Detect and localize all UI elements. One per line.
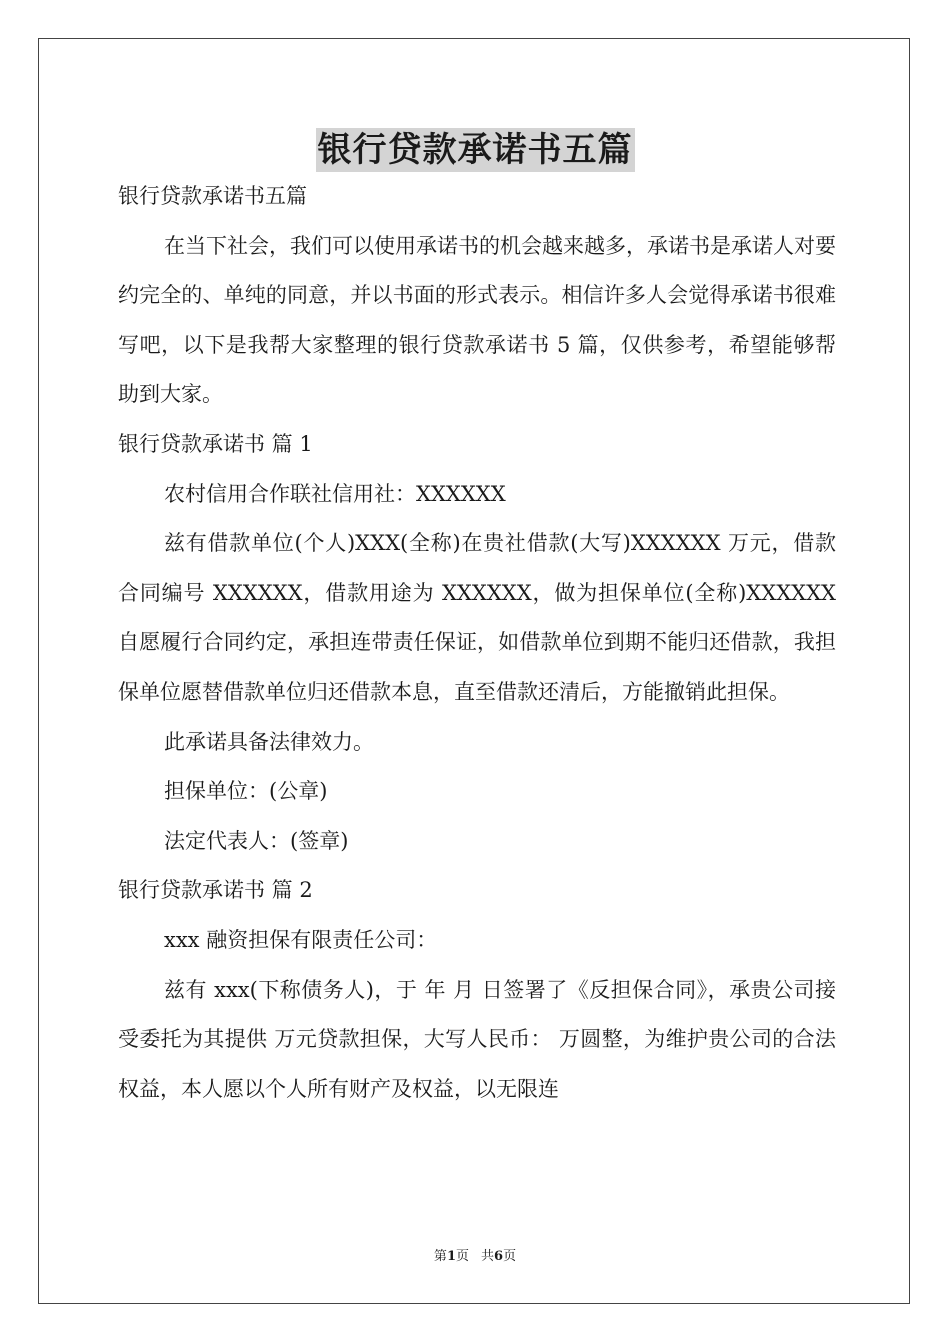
paragraph-intro: 在当下社会，我们可以使用承诺书的机会越来越多，承诺书是承诺人对要约完全的、单纯的同意，并以书面的形式表示。相信许多人会觉得承诺书很难写吧，以下是我帮大家整理的银行贷款承诺书 5 篇，仅供参考，希望能够帮助到大家。 <box>118 233 836 407</box>
footer-total-prefix: 共 <box>481 1249 495 1264</box>
footer-page-total: 6 <box>494 1249 504 1264</box>
document-title: 银行贷款承诺书五篇 <box>317 130 633 170</box>
paragraph-body-1: 兹有借款单位(个人)XXX(全称)在贵社借款(大写)XXXXXX 万元，借款合同编号 XXXXXX，借款用途为 XXXXXX，做为担保单位(全称)XXXXXX 自愿履行合同约定，承担连带责任保证，如借款单位到期不能归还借款，我担保单位愿替借款单位归还借款本息，直至借款还清后，方能撤销此担保。 <box>118 531 836 704</box>
footer-page-current: 1 <box>446 1249 456 1264</box>
footer-page-suffix: 页 <box>455 1249 469 1264</box>
paragraph-addressee-1: 农村信用合作联社信用社：XXXXXX <box>164 481 506 506</box>
document-body <box>118 172 836 1114</box>
footer-total-suffix: 页 <box>503 1249 517 1264</box>
paragraph-body-2: 兹有 xxx(下称债务人)，于 年 月 日签署了《反担保合同》，承贵公司接受委托为其提供 万元贷款担保，大写人民币： 万圆整，为维护贵公司的合法权益，本人愿以个人所有财产及权益，以无限连 <box>118 977 836 1101</box>
paragraph-addressee-2: xxx 融资担保有限责任公司： <box>164 927 438 952</box>
paragraph-legal-rep: 法定代表人：(签章) <box>164 828 349 853</box>
footer-page-prefix: 第 <box>433 1249 447 1264</box>
paragraph-subtitle: 银行贷款承诺书五篇 <box>118 184 307 208</box>
page-footer <box>0 1245 950 1264</box>
section-heading-2: 银行贷款承诺书 篇 2 <box>118 878 313 903</box>
title-container <box>0 128 950 172</box>
paragraph-guarantor-seal: 担保单位：(公章) <box>164 779 328 804</box>
section-heading-1: 银行贷款承诺书 篇 1 <box>118 431 313 456</box>
paragraph-legal-effect: 此承诺具备法律效力。 <box>164 729 374 754</box>
